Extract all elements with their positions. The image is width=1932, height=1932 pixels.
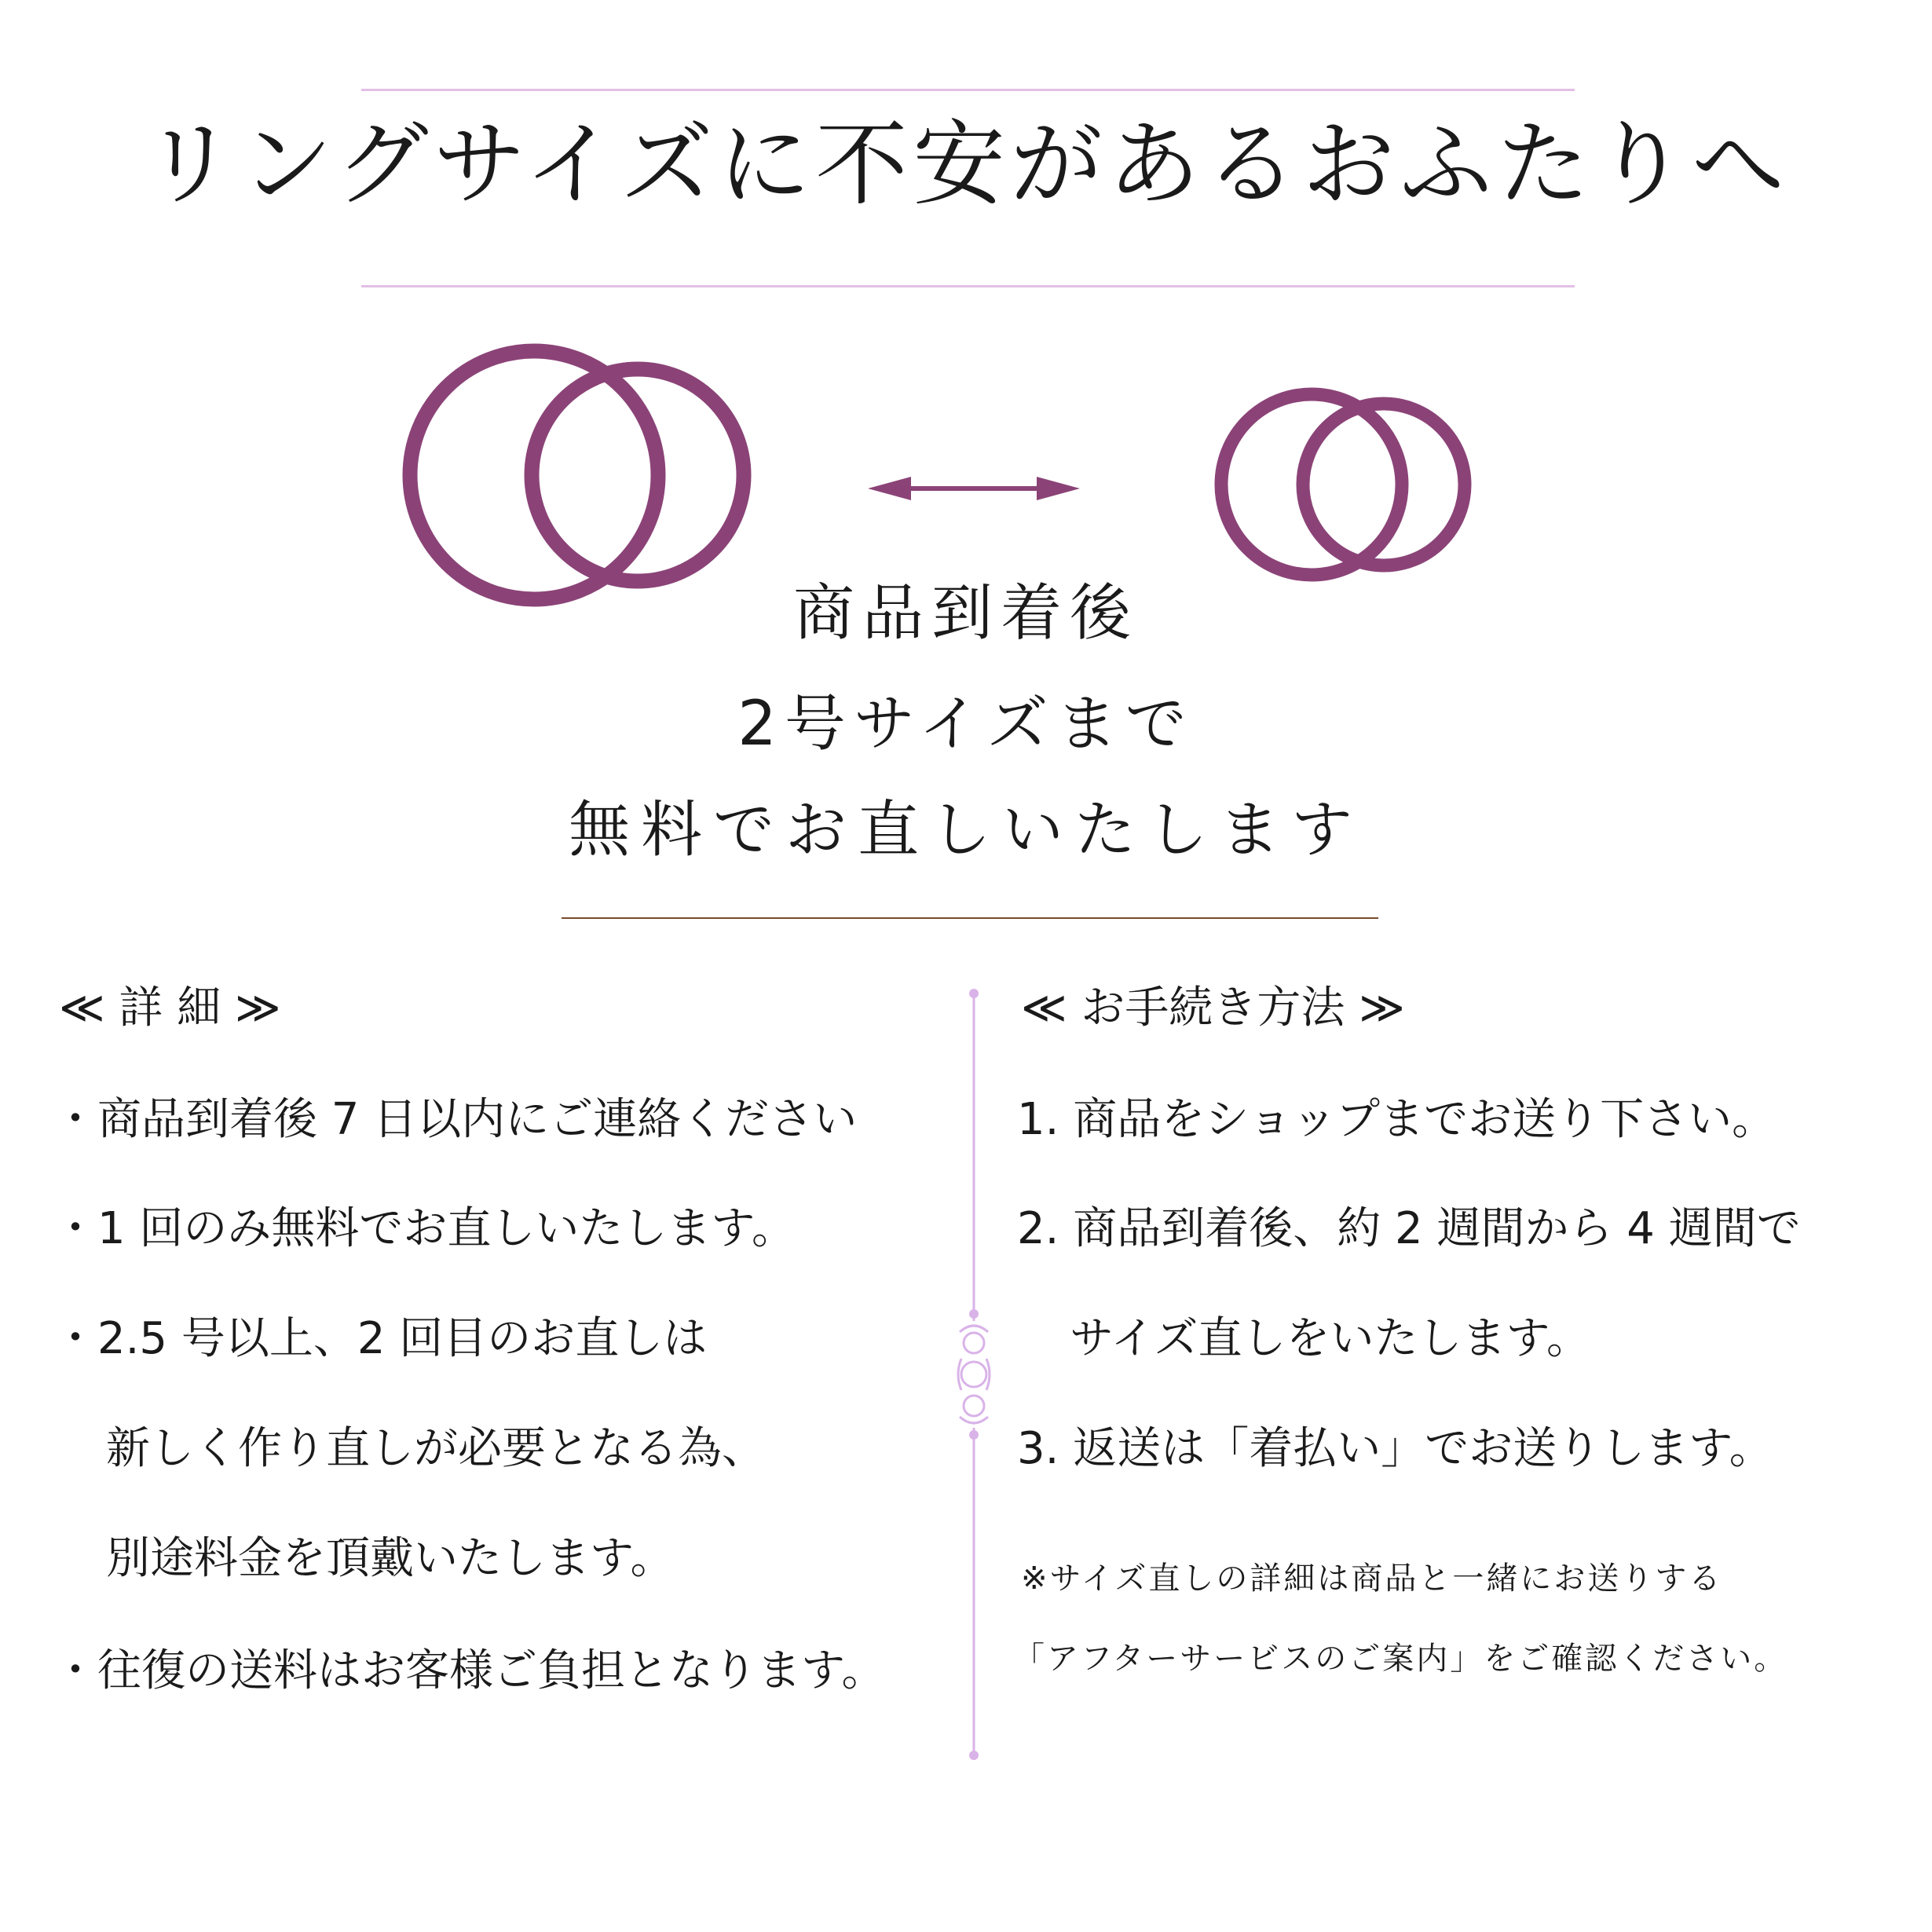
procedure-step-3: 3. 返送は「着払い」でお送りします。 (1017, 1423, 1773, 1474)
details-item-3-cont-1: 新しく作り直しが必要となる為、 (106, 1423, 766, 1474)
details-item-3: ・2.5 号以上、2 回目のお直しは (53, 1313, 708, 1364)
ornament-icon (957, 1321, 991, 1428)
procedure-note-2: 「アフターサービスのご案内」をご確認ください。 (1013, 1641, 1788, 1677)
headline-rule (562, 917, 1378, 919)
details-item-1: ・商品到着後 7 日以内にご連絡ください (53, 1094, 858, 1145)
details-item-2: ・1 回のみ無料でお直しいたします。 (53, 1203, 796, 1254)
procedure-heading: ≪ お手続き方法 ≫ (1021, 982, 1405, 1034)
details-item-4: ・往復の送料はお客様ご負担となります。 (53, 1645, 886, 1696)
column-divider (942, 982, 1005, 1767)
procedure-step-2: 2. 商品到着後、約 2 週間から 4 週間で (1017, 1203, 1801, 1254)
headline-line-3: 無料でお直しいたします (568, 795, 1363, 865)
headline-line-1: 商品到着後 (792, 578, 1139, 649)
headline-line-2: 2号サイズまで (737, 689, 1195, 759)
large-rings-icon (410, 351, 744, 599)
procedure-step-2-cont: サイズ直しをいたします。 (1070, 1313, 1591, 1364)
page-title: リングサイズに不安があるおふたりへ (142, 110, 1790, 218)
procedure-note-1: ※サイズ直しの詳細は商品と一緒にお送りする (1021, 1561, 1723, 1597)
rings-illustration (0, 0, 1932, 628)
procedure-step-1: 1. 商品をショップまでお送り下さい。 (1017, 1094, 1776, 1145)
small-rings-icon (1221, 394, 1465, 575)
details-item-3-cont-2: 別途料金を頂戴いたします。 (106, 1533, 675, 1584)
double-arrow-icon (868, 477, 1080, 500)
details-heading: ≪ 詳 細 ≫ (59, 982, 281, 1034)
